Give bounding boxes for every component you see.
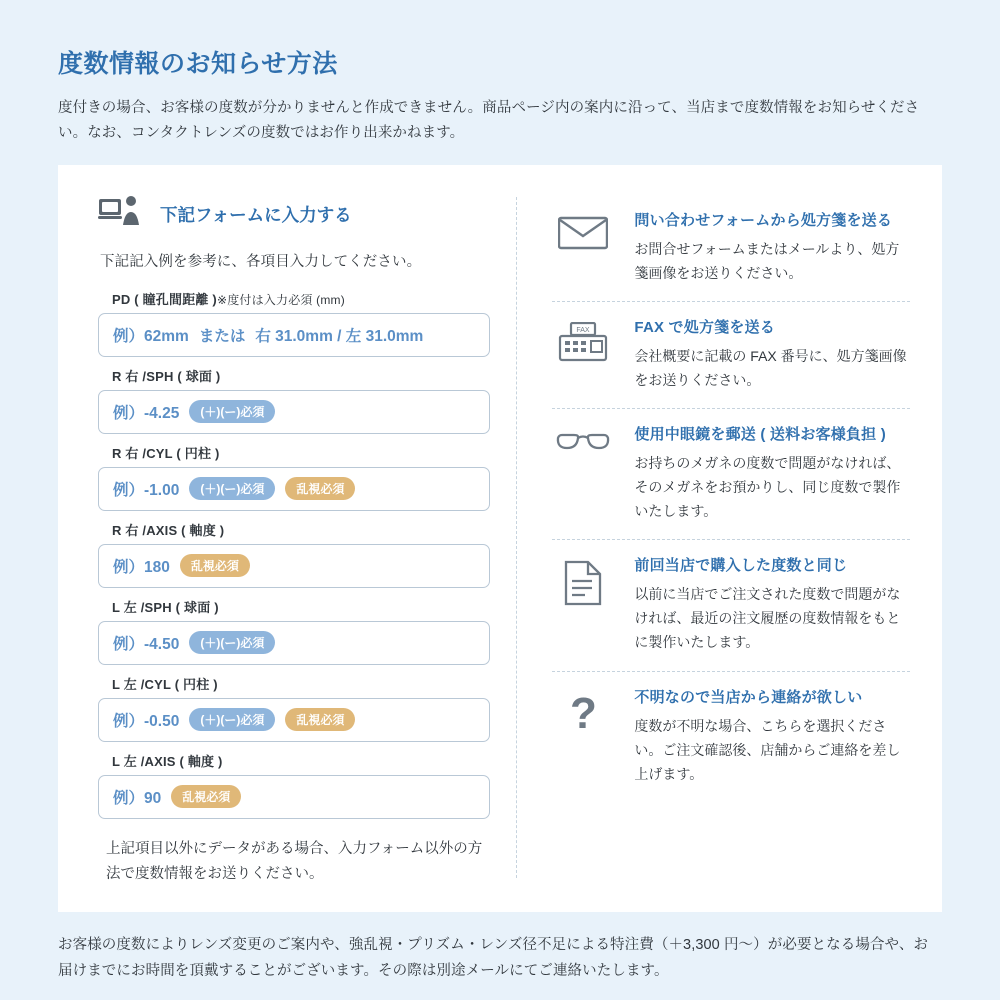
tag-sign-required: (＋)(ー)必須 (189, 631, 275, 654)
form-entry-subtitle: 下記記入例を参考に、各項目入力してください。 (100, 253, 422, 270)
field-r-sph-label: R 右 /SPH ( 球面 ) (112, 368, 221, 384)
field-l-sph-input[interactable] (98, 621, 490, 665)
field-pd-example-alt: 右 31.0mm / 左 31.0mm (255, 327, 424, 345)
field-r-cyl-input[interactable] (98, 467, 490, 511)
field-r-axis-input[interactable] (98, 544, 490, 588)
field-l-cyl-input[interactable] (98, 698, 490, 742)
svg-text:FAX: FAX (576, 326, 591, 334)
field-l-sph-label: L 左 /SPH ( 球面 ) (112, 599, 219, 615)
field-r-sph (98, 366, 490, 434)
field-r-sph-input[interactable] (98, 390, 490, 434)
method-mail-glasses-title: 使用中眼鏡を郵送 ( 送料お客様負担 ) (634, 426, 886, 444)
field-l-axis (98, 751, 490, 819)
method-inquiry-form-body (634, 209, 910, 285)
page-intro-text: 度付きの場合、お客様の度数が分かりませんと作成できません。商品ページ内の案内に沿って、当店まで度数情報をお知らせください。なお、コンタクトレンズの度数ではお作り出来かねます。 (58, 100, 920, 142)
field-r-cyl-label: R 右 /CYL ( 円柱 ) (112, 445, 220, 461)
form-entry-title: 下記フォームに入力する (160, 204, 352, 225)
field-r-sph-example: 例）-4.25 (113, 404, 180, 422)
field-l-sph (98, 597, 490, 665)
tag-sign-required: (＋)(ー)必須 (189, 477, 275, 500)
method-previous-order-text: 以前に当店でご注文された度数で問題がなければ、最近の注文履歴の度数情報をもとに製作いたします。 (634, 586, 901, 651)
tag-astigmatism-required: 乱視必須 (180, 554, 250, 577)
method-contact-me-text: 度数が不明な場合、こちらを選択ください。ご注文確認後、店舗からご連絡を差し上げます。 (634, 717, 901, 782)
field-l-cyl-example: 例）-0.50 (113, 712, 180, 730)
method-mail-glasses-text: お持ちのメガネの度数で問題がなければ、そのメガネをお預かりし、同じ度数で製作いたします。 (634, 455, 901, 520)
field-r-cyl (98, 443, 490, 511)
method-previous-order[interactable] (552, 539, 910, 670)
form-entry-icon (98, 195, 144, 234)
field-pd-or: または (198, 327, 246, 345)
field-l-cyl (98, 674, 490, 742)
field-pd-input[interactable] (98, 313, 490, 357)
method-previous-order-title: 前回当店で購入した度数と同じ (634, 557, 848, 575)
alternative-methods-column (518, 187, 936, 888)
field-r-axis-label: R 右 /AXIS ( 軸度 ) (112, 522, 225, 538)
tag-sign-required: (＋)(ー)必須 (189, 400, 275, 423)
envelope-icon (552, 209, 614, 251)
field-l-axis-input[interactable] (98, 775, 490, 819)
method-fax-title: FAX で処方箋を送る (634, 318, 775, 336)
info-panel (58, 165, 942, 912)
method-fax-body (634, 316, 910, 392)
form-entry-note: 上記項目以外にデータがある場合、入力フォーム以外の方法で度数情報をお送りください。 (106, 840, 483, 883)
method-inquiry-form[interactable] (552, 195, 910, 301)
field-l-axis-label: L 左 /AXIS ( 軸度 ) (112, 753, 223, 769)
method-inquiry-form-title: 問い合わせフォームから処方箋を送る (634, 211, 893, 229)
method-contact-me-title: 不明なので当店から連絡が欲しい (634, 688, 863, 706)
tag-astigmatism-required: 乱視必須 (171, 785, 241, 808)
method-mail-glasses-body (634, 423, 910, 523)
form-entry-header (98, 195, 490, 234)
field-pd-example: 例）62mm (113, 327, 189, 345)
tag-sign-required: (＋)(ー)必須 (189, 708, 275, 731)
page-footnote: お客様の度数によりレンズ変更のご案内や、強乱視・プリズム・レンズ径不足による特注費（＋3,300 円～）が必要となる場合や、お届けまでにお時間を頂戴することがございます。その際は別途メールにてご連絡いたします。 (58, 936, 929, 979)
eyeglasses-icon (552, 423, 614, 457)
method-contact-me[interactable] (552, 671, 910, 802)
form-entry-column (64, 187, 516, 888)
field-pd-label-note: ※度付は入力必須 (mm) (216, 292, 345, 307)
method-previous-order-body (634, 554, 910, 654)
method-fax[interactable] (552, 301, 910, 408)
method-inquiry-form-text: お問合せフォームまたはメールより、処方箋画像をお送りください。 (634, 240, 900, 281)
method-contact-me-body (634, 686, 910, 786)
tag-astigmatism-required: 乱視必須 (285, 708, 355, 731)
question-mark-icon: ? (569, 688, 597, 738)
field-pd (98, 289, 490, 357)
field-r-axis-example: 例）180 (113, 558, 170, 576)
field-pd-label: PD ( 瞳孔間距離 )※度付は入力必須 (mm) (112, 291, 345, 307)
document-icon (552, 554, 614, 606)
method-fax-text: 会社概要に記載の FAX 番号に、処方箋画像をお送りください。 (634, 347, 907, 388)
fax-machine-icon (552, 316, 614, 362)
field-l-axis-example: 例）90 (113, 789, 162, 807)
page-title: 度数情報のお知らせ方法 (58, 50, 338, 78)
field-l-sph-example: 例）-4.50 (113, 635, 180, 653)
tag-astigmatism-required: 乱視必須 (285, 477, 355, 500)
field-r-cyl-example: 例）-1.00 (113, 481, 180, 499)
field-r-axis (98, 520, 490, 588)
field-l-cyl-label: L 左 /CYL ( 円柱 ) (112, 676, 218, 692)
method-mail-glasses[interactable] (552, 408, 910, 539)
